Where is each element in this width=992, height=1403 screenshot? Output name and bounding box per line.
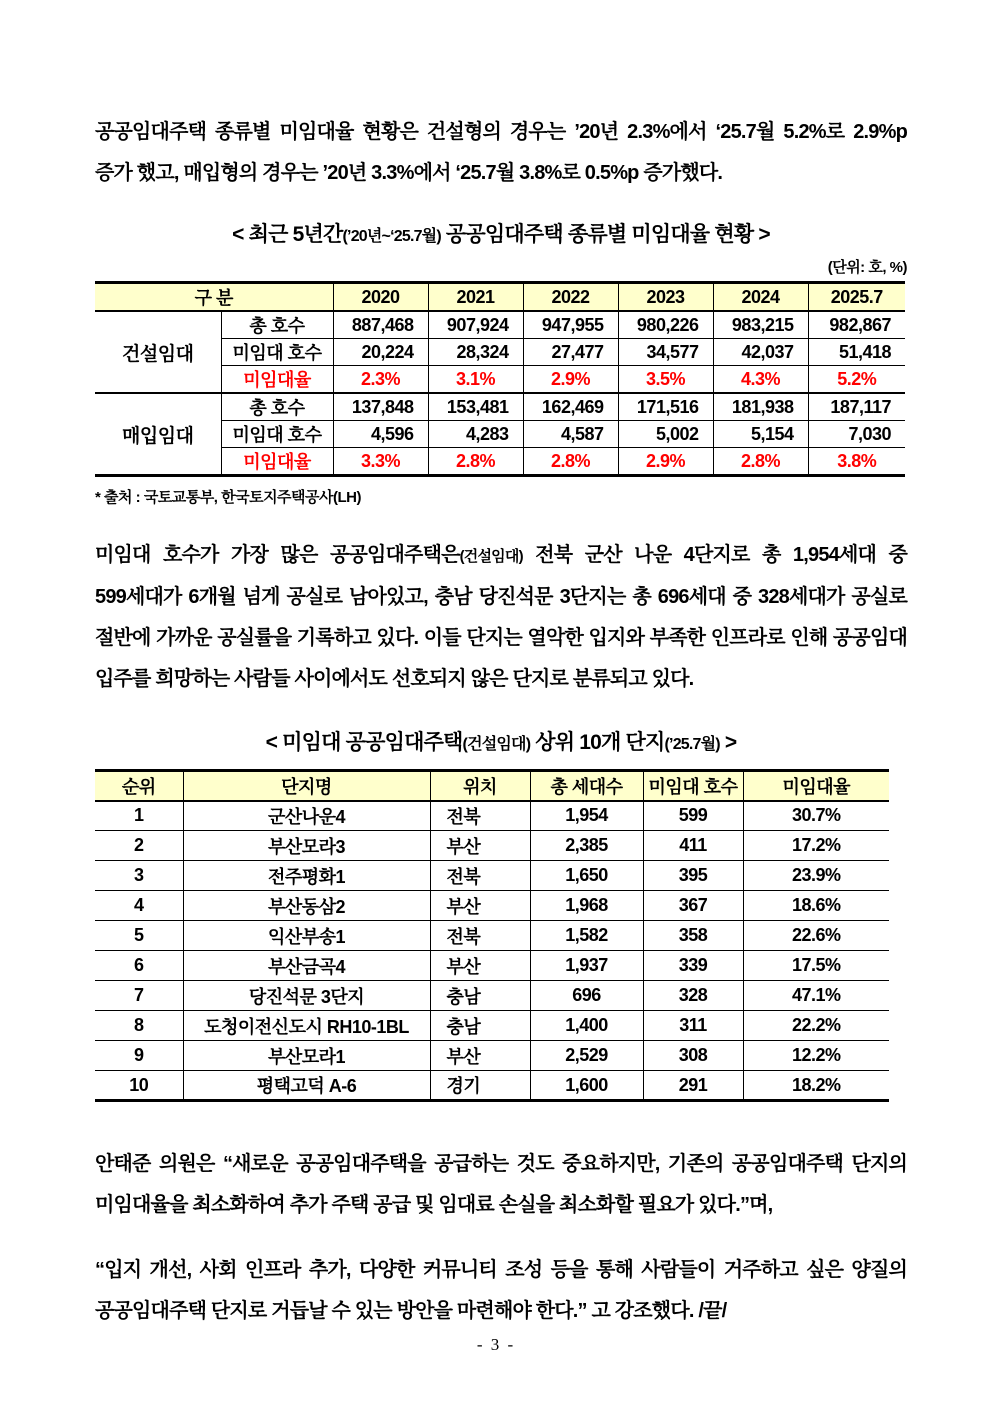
complex-name-cell: 군산나운4 bbox=[183, 801, 430, 831]
value-cell: 2.8% bbox=[523, 448, 618, 476]
value-cell: 181,938 bbox=[713, 393, 808, 421]
value-cell: 187,117 bbox=[808, 393, 905, 421]
vacant-cell: 395 bbox=[643, 861, 743, 891]
location-cell: 충남 bbox=[430, 981, 530, 1011]
value-cell: 42,037 bbox=[713, 339, 808, 366]
households-cell: 2,529 bbox=[530, 1041, 643, 1071]
header-cell: 순위 bbox=[95, 771, 183, 801]
vacant-cell: 367 bbox=[643, 891, 743, 921]
row-label: 총 호수 bbox=[221, 311, 333, 339]
value-cell: 171,516 bbox=[618, 393, 713, 421]
vacant-cell: 291 bbox=[643, 1071, 743, 1101]
header-cell: 미임대 호수 bbox=[643, 771, 743, 801]
table-header-row bbox=[95, 771, 889, 801]
value-cell: 4,587 bbox=[523, 421, 618, 448]
complex-name-cell: 부산금곡4 bbox=[183, 951, 430, 981]
row-label: 미임대율 bbox=[221, 448, 333, 476]
complex-name-cell: 평택고덕 A-6 bbox=[183, 1071, 430, 1101]
value-cell: 907,924 bbox=[428, 311, 523, 339]
table1-title-period: (’20년~‘25.7월) bbox=[342, 228, 441, 245]
analysis-paragraph bbox=[95, 535, 907, 700]
source-note: * 출처 : 국토교통부, 한국토지주택공사(LH) bbox=[95, 489, 362, 506]
rank-cell: 4 bbox=[95, 891, 183, 921]
rank-cell: 6 bbox=[95, 951, 183, 981]
households-cell: 1,650 bbox=[530, 861, 643, 891]
intro-paragraph: 공공임대주택 종류별 미임대율 현황은 건설형의 경우는 ’20년 2.3%에서 ‘25.7월 5.2%로 2.9%p 증가 했고, 매입형의 경우는 ’20년 3.3%에서 ‘25.7월 3.8%로 0.5%p 증가했다. bbox=[95, 121, 907, 184]
rank-cell: 2 bbox=[95, 831, 183, 861]
location-cell: 경기 bbox=[430, 1071, 530, 1101]
table-row bbox=[95, 831, 889, 861]
value-cell: 2.9% bbox=[618, 448, 713, 476]
rank-cell: 1 bbox=[95, 801, 183, 831]
table-row bbox=[95, 921, 889, 951]
value-cell: 4.3% bbox=[713, 366, 808, 394]
header-year: 2024 bbox=[713, 283, 808, 312]
value-cell: 2.9% bbox=[523, 366, 618, 394]
households-cell: 2,385 bbox=[530, 831, 643, 861]
rate-cell: 22.6% bbox=[743, 921, 889, 951]
table-row bbox=[95, 861, 889, 891]
value-cell: 887,468 bbox=[333, 311, 428, 339]
value-cell: 3.5% bbox=[618, 366, 713, 394]
top10-complex-table bbox=[95, 769, 889, 1102]
table-row bbox=[95, 951, 889, 981]
value-cell: 982,867 bbox=[808, 311, 905, 339]
rate-cell: 30.7% bbox=[743, 801, 889, 831]
table1-title-post: 공공임대주택 종류별 미임대율 현황 > bbox=[440, 223, 770, 246]
rank-cell: 8 bbox=[95, 1011, 183, 1041]
table2-title-period: (’25.7월) bbox=[664, 736, 720, 753]
row-label: 총 호수 bbox=[221, 393, 333, 421]
header-year: 2020 bbox=[333, 283, 428, 312]
header-cell: 위치 bbox=[430, 771, 530, 801]
location-cell: 부산 bbox=[430, 1041, 530, 1071]
header-year: 2022 bbox=[523, 283, 618, 312]
vacant-cell: 339 bbox=[643, 951, 743, 981]
complex-name-cell: 도청이전신도시 RH10-1BL bbox=[183, 1011, 430, 1041]
value-cell: 3.1% bbox=[428, 366, 523, 394]
value-cell: 4,283 bbox=[428, 421, 523, 448]
location-cell: 충남 bbox=[430, 1011, 530, 1041]
rank-cell: 10 bbox=[95, 1071, 183, 1101]
value-cell: 2.8% bbox=[713, 448, 808, 476]
table-row bbox=[95, 1011, 889, 1041]
value-cell: 28,324 bbox=[428, 339, 523, 366]
row-label: 미임대 호수 bbox=[221, 421, 333, 448]
value-cell: 5.2% bbox=[808, 366, 905, 394]
rate-cell: 17.5% bbox=[743, 951, 889, 981]
value-cell: 7,030 bbox=[808, 421, 905, 448]
value-cell: 34,577 bbox=[618, 339, 713, 366]
households-cell: 1,968 bbox=[530, 891, 643, 921]
table1-unit-note: (단위: 호, %) bbox=[827, 259, 907, 276]
rate-cell: 47.1% bbox=[743, 981, 889, 1011]
complex-name-cell: 부산모라3 bbox=[183, 831, 430, 861]
row-label: 미임대율 bbox=[221, 366, 333, 394]
complex-name-cell: 당진석문 3단지 bbox=[183, 981, 430, 1011]
header-gubun: 구 분 bbox=[95, 283, 333, 312]
table-row bbox=[95, 1041, 889, 1071]
value-cell: 980,226 bbox=[618, 311, 713, 339]
group-name: 건설임대 bbox=[95, 311, 221, 393]
value-cell: 153,481 bbox=[428, 393, 523, 421]
complex-name-cell: 부산모라1 bbox=[183, 1041, 430, 1071]
table-header-row bbox=[95, 283, 905, 312]
table2-title-pre: < 미임대 공공임대주택 bbox=[265, 731, 463, 754]
value-cell: 4,596 bbox=[333, 421, 428, 448]
value-cell: 137,848 bbox=[333, 393, 428, 421]
header-year: 2025.7 bbox=[808, 283, 905, 312]
group-name: 매입임대 bbox=[95, 393, 221, 476]
households-cell: 1,582 bbox=[530, 921, 643, 951]
value-cell: 162,469 bbox=[523, 393, 618, 421]
table2-title bbox=[95, 726, 907, 756]
location-cell: 전북 bbox=[430, 921, 530, 951]
document-content bbox=[95, 0, 907, 1332]
rank-cell: 5 bbox=[95, 921, 183, 951]
value-cell: 2.3% bbox=[333, 366, 428, 394]
vacancy-by-type-table bbox=[95, 281, 905, 477]
value-cell: 3.8% bbox=[808, 448, 905, 476]
rate-cell: 12.2% bbox=[743, 1041, 889, 1071]
table-row bbox=[95, 801, 889, 831]
rate-cell: 17.2% bbox=[743, 831, 889, 861]
complex-name-cell: 부산동삼2 bbox=[183, 891, 430, 921]
value-cell: 2.8% bbox=[428, 448, 523, 476]
value-cell: 27,477 bbox=[523, 339, 618, 366]
rate-cell: 23.9% bbox=[743, 861, 889, 891]
value-cell: 5,002 bbox=[618, 421, 713, 448]
value-cell: 3.3% bbox=[333, 448, 428, 476]
households-cell: 1,937 bbox=[530, 951, 643, 981]
value-cell: 947,955 bbox=[523, 311, 618, 339]
vacant-cell: 308 bbox=[643, 1041, 743, 1071]
vacant-cell: 328 bbox=[643, 981, 743, 1011]
table-row bbox=[95, 393, 905, 421]
rank-cell: 3 bbox=[95, 861, 183, 891]
rate-cell: 18.6% bbox=[743, 891, 889, 921]
location-cell: 전북 bbox=[430, 861, 530, 891]
households-cell: 1,600 bbox=[530, 1071, 643, 1101]
complex-name-cell: 전주평화1 bbox=[183, 861, 430, 891]
value-cell: 51,418 bbox=[808, 339, 905, 366]
rate-cell: 22.2% bbox=[743, 1011, 889, 1041]
table-row bbox=[95, 981, 889, 1011]
header-year: 2021 bbox=[428, 283, 523, 312]
table2-title-post: > bbox=[719, 731, 737, 754]
households-cell: 1,954 bbox=[530, 801, 643, 831]
location-cell: 부산 bbox=[430, 951, 530, 981]
quote-paragraph-2: “입지 개선, 사회 인프라 추가, 다양한 커뮤니티 조성 등을 통해 사람들이 거주하고 싶은 양질의 공공임대주택 단지로 거듭날 수 있는 방안을 마련해야 한다.” 고 강조했다. /끝/ bbox=[95, 1259, 907, 1322]
analysis-paragraph-note: (건설임대) bbox=[459, 548, 523, 565]
households-cell: 696 bbox=[530, 981, 643, 1011]
rate-cell: 18.2% bbox=[743, 1071, 889, 1101]
rank-cell: 9 bbox=[95, 1041, 183, 1071]
analysis-paragraph-pre: 미임대 호수가 가장 많은 공공임대주택은 bbox=[95, 544, 460, 566]
vacant-cell: 411 bbox=[643, 831, 743, 861]
location-cell: 부산 bbox=[430, 831, 530, 861]
header-year: 2023 bbox=[618, 283, 713, 312]
table2-title-type: (건설임대) bbox=[462, 736, 531, 753]
value-cell: 5,154 bbox=[713, 421, 808, 448]
vacant-cell: 311 bbox=[643, 1011, 743, 1041]
analysis-paragraph-post: 전북 군산 나운 4단지로 총 1,954세대 중 599세대가 6개월 넘게 공실로 남아있고, 충남 당진석문 3단지는 총 696세대 중 328세대가 공실로 절반에 가까운 공실률을 기록하고 있다. 이들 단지는 열악한 입지와 부족한 인프라로 인해 공공임대 입주를 희망하는 사람들 사이에서도 선호되지 않은 단지로 분류되고 있다. bbox=[95, 544, 907, 690]
table1-title-pre: < 최근 5년간 bbox=[232, 223, 343, 246]
table-row bbox=[95, 311, 905, 339]
complex-name-cell: 익산부송1 bbox=[183, 921, 430, 951]
location-cell: 부산 bbox=[430, 891, 530, 921]
table1-title bbox=[95, 218, 907, 248]
header-cell: 미임대율 bbox=[743, 771, 889, 801]
vacant-cell: 358 bbox=[643, 921, 743, 951]
table-row bbox=[95, 1071, 889, 1101]
row-label: 미임대 호수 bbox=[221, 339, 333, 366]
rank-cell: 7 bbox=[95, 981, 183, 1011]
location-cell: 전북 bbox=[430, 801, 530, 831]
households-cell: 1,400 bbox=[530, 1011, 643, 1041]
value-cell: 20,224 bbox=[333, 339, 428, 366]
page-number: - 3 - bbox=[476, 1335, 516, 1354]
header-cell: 단지명 bbox=[183, 771, 430, 801]
table2-title-mid: 상위 10개 단지 bbox=[530, 731, 665, 754]
header-cell: 총 세대수 bbox=[530, 771, 643, 801]
value-cell: 983,215 bbox=[713, 311, 808, 339]
table-row bbox=[95, 891, 889, 921]
quote-paragraph-1: 안태준 의원은 “새로운 공공임대주택을 공급하는 것도 중요하지만, 기존의 공공임대주택 단지의 미임대율을 최소화하여 추가 주택 공급 및 임대료 손실을 최소화할 필요가 있다.”며, bbox=[95, 1153, 907, 1216]
vacant-cell: 599 bbox=[643, 801, 743, 831]
